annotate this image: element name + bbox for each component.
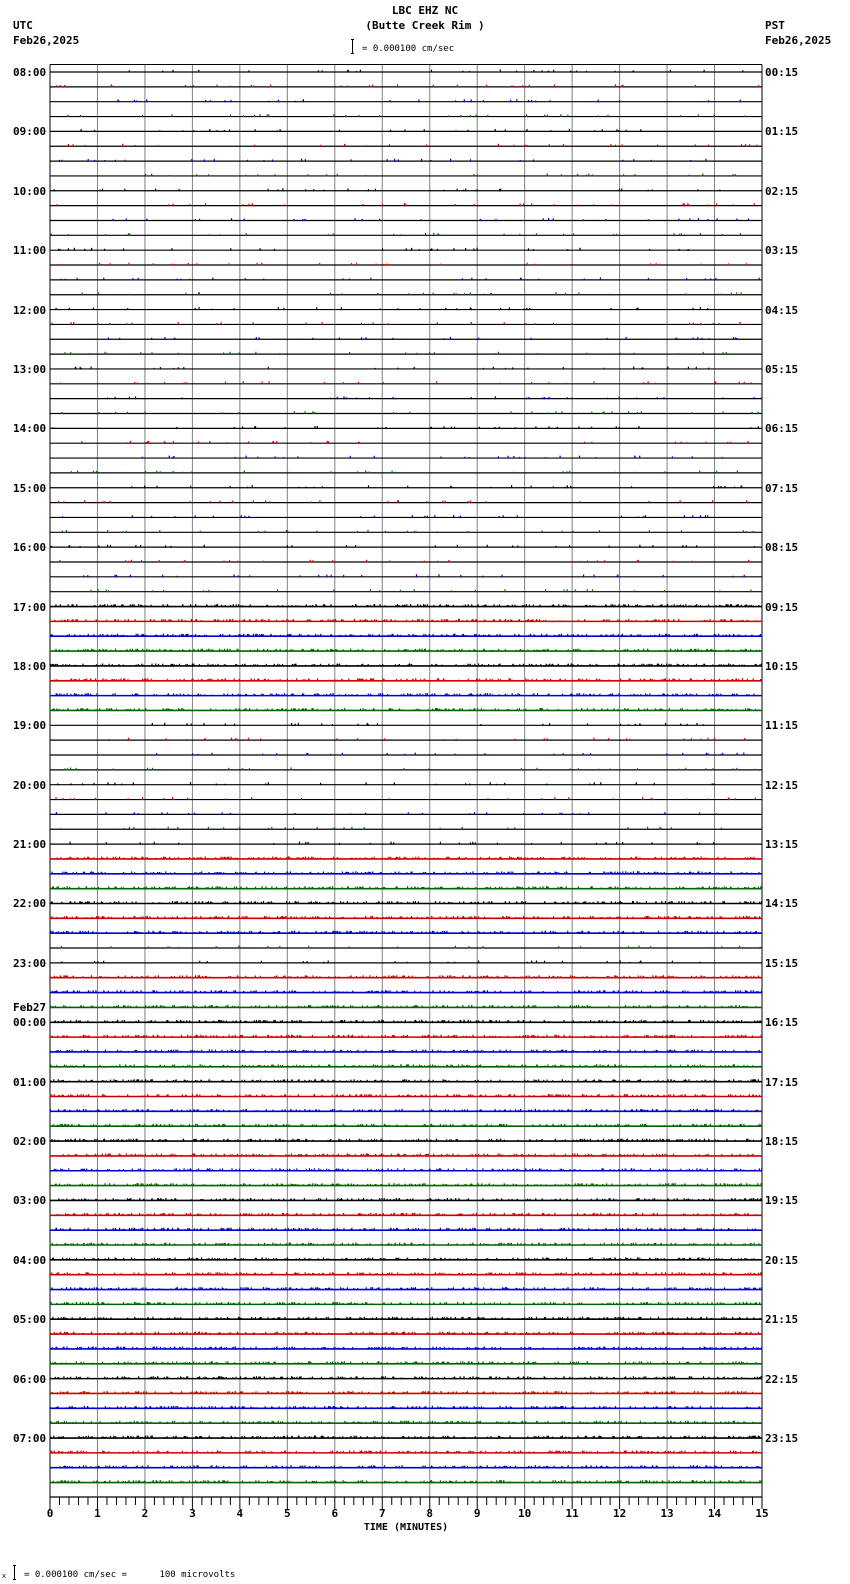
x-tick-label: 1 xyxy=(94,1507,101,1520)
x-tick-label: 3 xyxy=(189,1507,196,1520)
x-tick-label: 12 xyxy=(612,1507,627,1520)
utc-hour-label: 23:00 xyxy=(13,956,47,970)
pst-hour-label: 17:15 xyxy=(765,1075,799,1089)
pst-hour-label: 00:15 xyxy=(765,66,799,79)
x-tick-label: 6 xyxy=(331,1507,339,1520)
left-timezone: UTC xyxy=(13,19,33,32)
right-date: Feb26,2025 xyxy=(765,34,832,47)
pst-hour-label: 01:15 xyxy=(765,125,799,139)
pst-hour-label: 22:15 xyxy=(765,1372,799,1386)
x-tick-label: 14 xyxy=(707,1507,722,1520)
pst-hour-label: 21:15 xyxy=(765,1313,799,1327)
pst-hour-label: 05:15 xyxy=(765,362,799,376)
x-tick-label: 10 xyxy=(518,1507,532,1520)
pst-hour-label: 07:15 xyxy=(765,481,799,495)
utc-hour-label: 00:00 xyxy=(13,1016,47,1030)
utc-hour-label: 08:00 xyxy=(13,66,47,79)
x-tick-label: 9 xyxy=(473,1507,481,1520)
pst-hour-label: 13:15 xyxy=(765,838,799,852)
x-tick-label: 5 xyxy=(284,1507,291,1520)
utc-hour-label: 11:00 xyxy=(13,244,47,258)
scale-label: = 0.000100 cm/sec xyxy=(362,44,455,54)
pst-hour-label: 18:15 xyxy=(765,1135,799,1149)
pst-hour-label: 14:15 xyxy=(765,897,799,911)
utc-hour-label: 13:00 xyxy=(13,362,47,376)
utc-hour-label: 10:00 xyxy=(13,184,47,198)
x-tick-label: 0 xyxy=(46,1507,54,1520)
pst-hour-label: 11:15 xyxy=(765,719,799,733)
utc-hour-label: 06:00 xyxy=(13,1372,47,1386)
x-axis-label: TIME (MINUTES) xyxy=(363,1522,449,1533)
utc-hour-label: 19:00 xyxy=(13,719,47,733)
x-tick-label: 11 xyxy=(565,1507,579,1520)
x-tick-label: 2 xyxy=(141,1507,149,1520)
x-tick-label: 8 xyxy=(426,1507,434,1520)
pst-hour-label: 02:15 xyxy=(765,184,799,198)
utc-hour-label: 16:00 xyxy=(13,541,47,555)
x-tick-label: 7 xyxy=(378,1507,386,1520)
pst-hour-label: 10:15 xyxy=(765,659,799,673)
left-date: Feb26,2025 xyxy=(13,34,80,47)
footer-scale-bar-icon xyxy=(13,1565,16,1580)
station-title: LBC EHZ NC xyxy=(391,4,459,17)
utc-date-label: Feb27 xyxy=(13,1001,47,1015)
footer-scale-prefix: x xyxy=(2,1572,7,1580)
pst-hour-label: 06:15 xyxy=(765,422,799,436)
pst-hour-label: 03:15 xyxy=(765,244,799,258)
utc-hour-label: 09:00 xyxy=(13,125,47,139)
utc-hour-label: 22:00 xyxy=(13,897,47,911)
utc-hour-label: 21:00 xyxy=(13,838,47,852)
pst-hour-label: 08:15 xyxy=(765,541,799,555)
x-tick-label: 15 xyxy=(755,1507,769,1520)
pst-hour-label: 19:15 xyxy=(765,1194,799,1208)
pst-hour-label: 20:15 xyxy=(765,1253,799,1267)
footer-scale-label: = 0.000100 cm/sec = 100 microvolts xyxy=(24,1570,236,1580)
pst-hour-label: 04:15 xyxy=(765,303,799,317)
pst-hour-label: 16:15 xyxy=(765,1016,799,1030)
pst-hour-label: 09:15 xyxy=(765,600,799,614)
station-location: (Butte Creek Rim ) xyxy=(365,19,485,32)
utc-hour-label: 17:00 xyxy=(13,600,47,614)
x-tick-label: 4 xyxy=(236,1507,244,1520)
utc-hour-label: 20:00 xyxy=(13,778,47,792)
right-timezone: PST xyxy=(765,19,785,32)
pst-hour-label: 23:15 xyxy=(765,1432,799,1446)
utc-hour-label: 02:00 xyxy=(13,1135,47,1149)
utc-hour-label: 01:00 xyxy=(13,1075,47,1089)
pst-hour-label: 12:15 xyxy=(765,778,799,792)
utc-hour-label: 15:00 xyxy=(13,481,47,495)
utc-hour-label: 04:00 xyxy=(13,1253,47,1267)
utc-hour-label: 03:00 xyxy=(13,1194,47,1208)
utc-hour-label: 14:00 xyxy=(13,422,47,436)
pst-hour-label: 15:15 xyxy=(765,956,799,970)
utc-hour-label: 18:00 xyxy=(13,659,47,673)
utc-hour-label: 12:00 xyxy=(13,303,47,317)
utc-hour-label: 07:00 xyxy=(13,1432,47,1446)
utc-hour-label: 05:00 xyxy=(13,1313,47,1327)
x-tick-label: 13 xyxy=(660,1507,674,1520)
